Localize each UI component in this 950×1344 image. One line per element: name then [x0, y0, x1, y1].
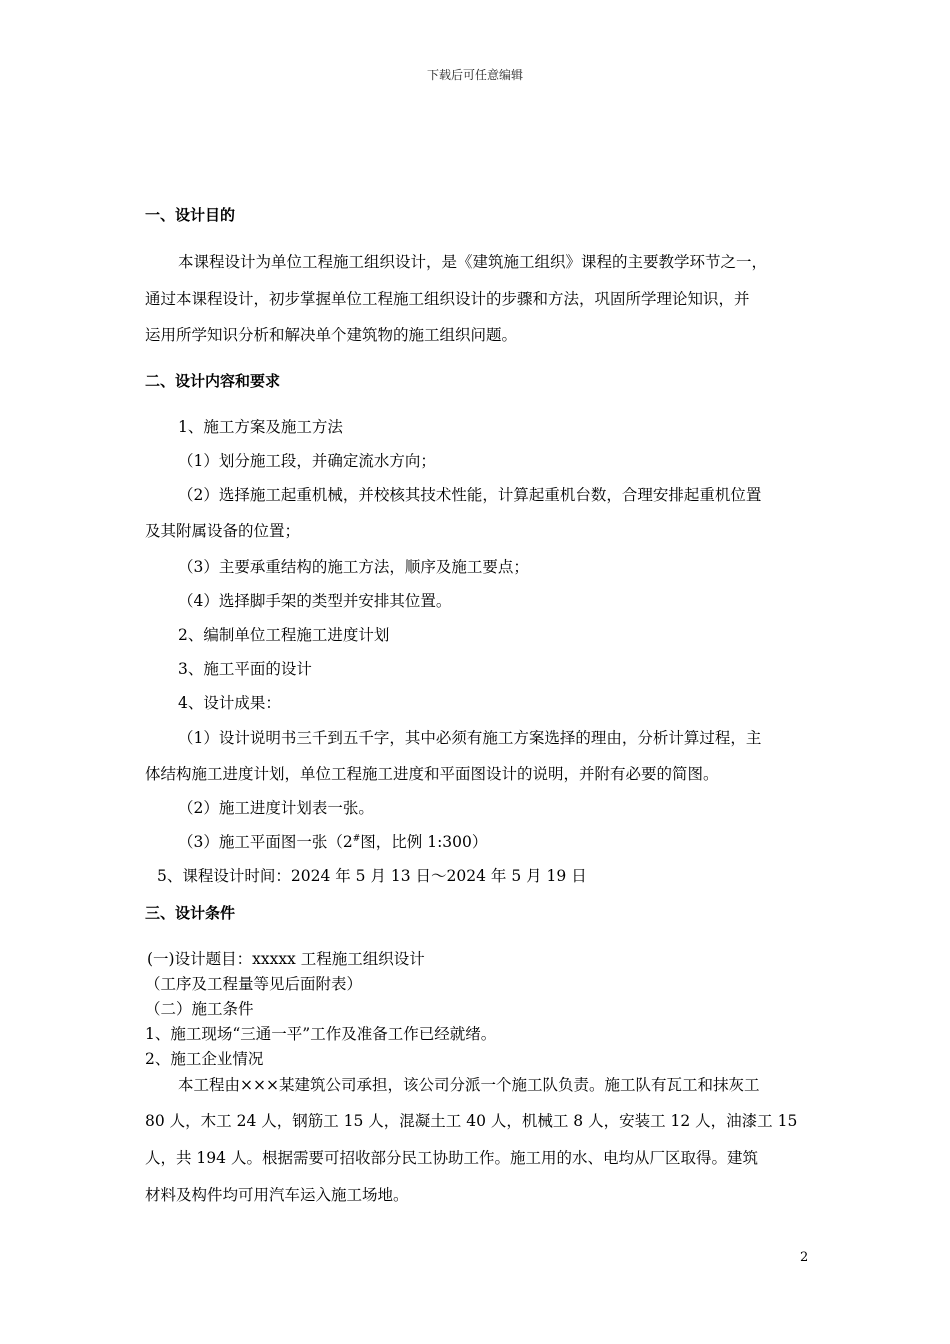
paragraph-line: 1、施工现场“三通一平”工作及准备工作已经就绪。	[145, 1025, 497, 1043]
paragraph-line: (一)设计题目：xxxxx 工程施工组织设计	[147, 950, 425, 968]
paragraph-line: 本工程由×××某建筑公司承担，该公司分派一个施工队负责。施工队有瓦工和抹灰工	[178, 1076, 760, 1094]
paragraph-line: 人，共 194 人。根据需要可招收部分民工协助工作。施工用的水、电均从厂区取得。建筑	[145, 1149, 758, 1167]
section-heading-design-content: 二、设计内容和要求	[145, 372, 281, 390]
paragraph-line: 材料及构件均可用汽车运入施工场地。	[145, 1186, 409, 1204]
list-item: （2）选择施工起重机械，并校核其技术性能，计算起重机台数，合理安排起重机位置	[178, 486, 762, 504]
section-heading-design-purpose: 一、设计目的	[145, 206, 236, 224]
paragraph-line: 通过本课程设计，初步掌握单位工程施工组织设计的步骤和方法，巩固所学理论知识，并	[145, 290, 750, 308]
paragraph-line: 80 人，木工 24 人，钢筋工 15 人，混凝土工 40 人，机械工 8 人，安装工 12 人，油漆工 15	[145, 1112, 798, 1130]
list-item: 1、施工方案及施工方法	[178, 418, 343, 436]
paragraph-line: 2、施工企业情况	[145, 1050, 264, 1068]
drawing-size-superscript: #	[352, 833, 361, 844]
list-item: （1）设计说明书三千到五千字，其中必须有施工方案选择的理由，分析计算过程，主	[178, 729, 762, 747]
paragraph-line: 运用所学知识分析和解决单个建筑物的施工组织问题。	[145, 326, 518, 344]
list-item: （4）选择脚手架的类型并安排其位置。	[178, 592, 452, 610]
paragraph-line: 本课程设计为单位工程施工组织设计，是《建筑施工组织》课程的主要教学环节之一，	[178, 253, 768, 271]
list-item: 及其附属设备的位置；	[145, 522, 301, 540]
list-item: 2、编制单位工程施工进度计划	[178, 626, 390, 644]
list-item: 5、课程设计时间：2024 年 5 月 13 日～2024 年 5 月 19 日	[157, 867, 587, 885]
paragraph-line: （工序及工程量等见后面附表）	[145, 975, 363, 993]
list-item-drawing	[178, 830, 487, 852]
drawing-text-rest: 图，比例 1:300）	[360, 833, 488, 851]
list-item: （2）施工进度计划表一张。	[178, 799, 374, 817]
list-item: （3）主要承重结构的施工方法，顺序及施工要点；	[178, 558, 529, 576]
paragraph-line: （二）施工条件	[145, 1000, 254, 1018]
section-heading-design-conditions: 三、设计条件	[145, 904, 236, 922]
drawing-text: （3）施工平面图一张（2	[178, 833, 353, 851]
list-item: 4、设计成果：	[178, 694, 281, 712]
list-item: 体结构施工进度计划，单位工程施工进度和平面图设计的说明，并附有必要的简图。	[145, 765, 719, 783]
page-number: 2	[800, 1250, 809, 1265]
list-item: （1）划分施工段，并确定流水方向；	[178, 452, 436, 470]
page-header: 下载后可任意编辑	[426, 68, 523, 82]
list-item: 3、施工平面的设计	[178, 660, 312, 678]
